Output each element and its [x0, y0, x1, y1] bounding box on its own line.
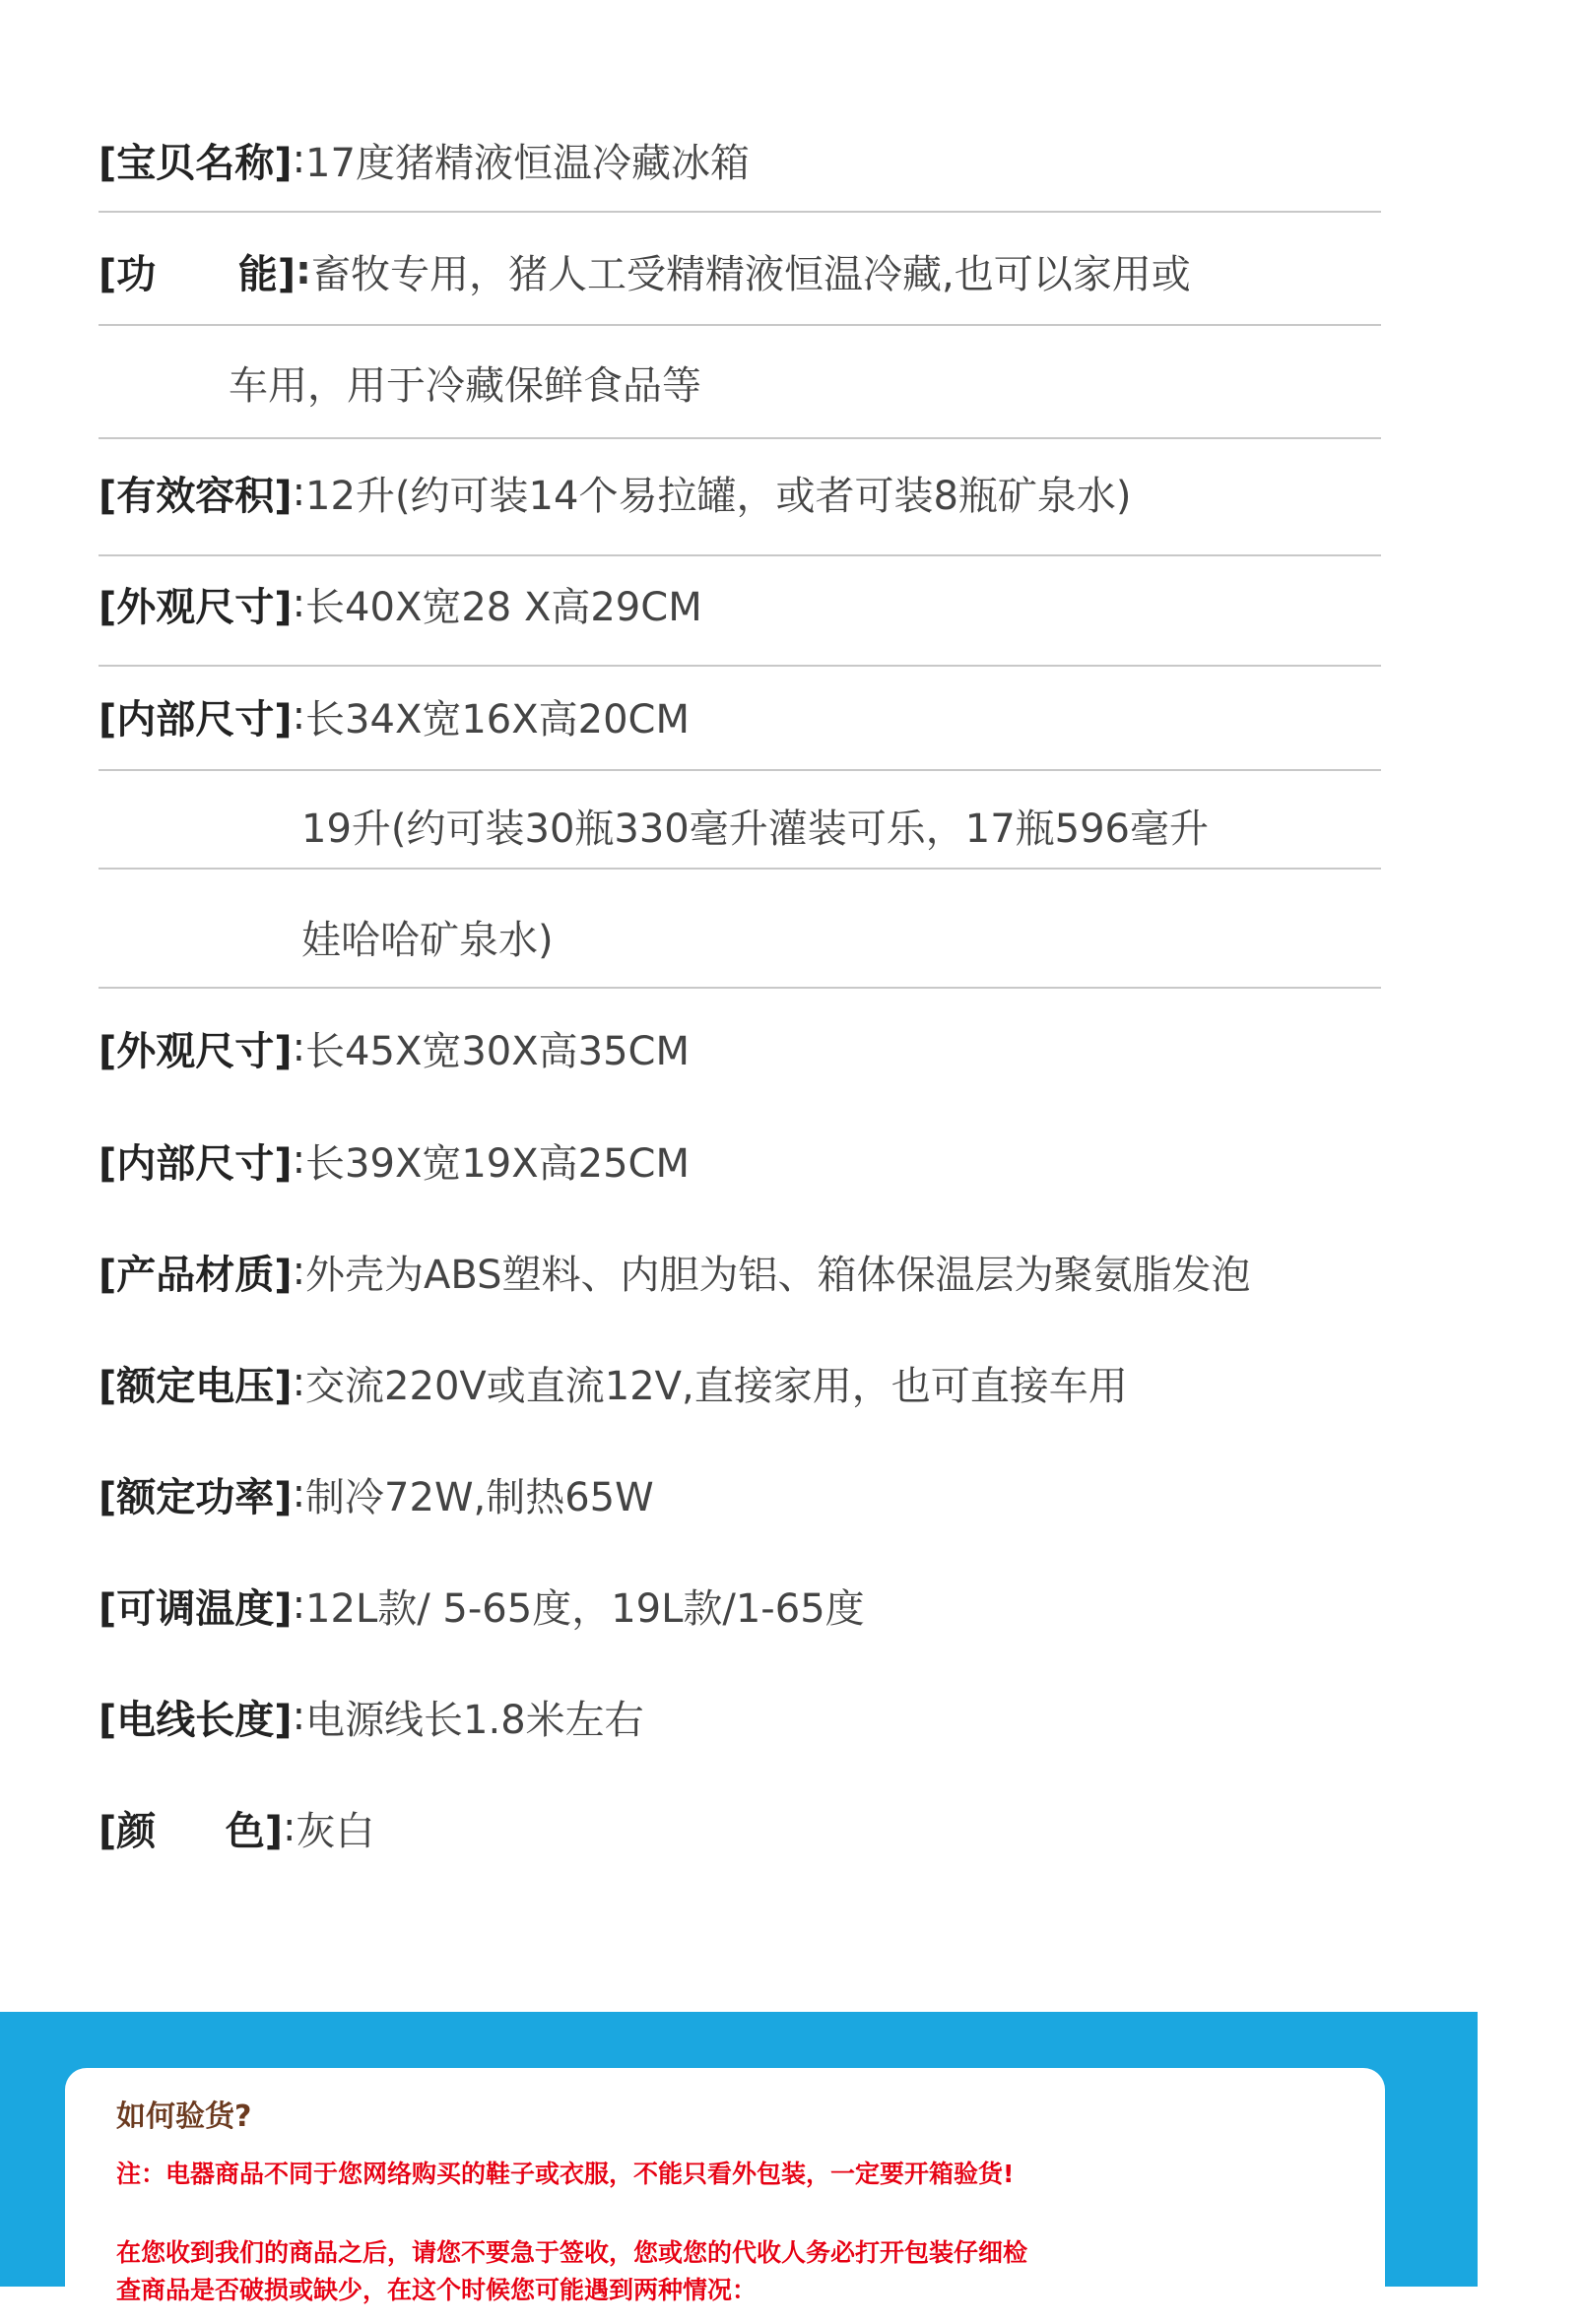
- spec-value: 交流220V或直流12V,直接家用，也可直接车用: [305, 1363, 1128, 1409]
- spec-label: [99, 243, 296, 299]
- spec-row-material: [99, 1242, 1379, 1301]
- spec-row-inner-size-2: [99, 1130, 1379, 1190]
- inspection-note: 注：电器商品不同于您网络购买的鞋子或衣服，不能只看外包装，一定要开箱验货!: [116, 2160, 1015, 2188]
- spec-label: [产品材质]: [99, 1252, 293, 1298]
- divider: [99, 769, 1381, 771]
- spec-label: [内部尺寸]: [99, 696, 293, 742]
- spec-label: [99, 1800, 283, 1856]
- spec-row-outer-size: [99, 574, 1379, 633]
- spec-separator: :: [292, 470, 306, 515]
- divider: [99, 554, 1381, 556]
- spec-value: 17度猪精液恒温冷藏冰箱: [305, 140, 750, 186]
- spec-label: [内部尺寸]: [99, 1140, 293, 1187]
- spec-separator: :: [292, 1249, 306, 1294]
- spec-row-function: [99, 241, 1379, 300]
- spec-label-part: 能]: [237, 251, 296, 297]
- spec-row-function-cont: [229, 353, 1509, 412]
- spec-separator: :: [283, 1805, 297, 1850]
- divider: [99, 437, 1381, 439]
- divider: [99, 665, 1381, 667]
- spec-separator: :: [292, 137, 306, 182]
- spec-value: 制冷72W,制热65W: [305, 1474, 654, 1520]
- spec-row-volume-19l: [301, 796, 1582, 855]
- spec-row-inner-size: [99, 686, 1379, 745]
- spec-value: 外壳为ABS塑料、内胆为铝、箱体保温层为聚氨脂发泡: [305, 1252, 1251, 1298]
- spec-separator: :: [292, 1694, 306, 1739]
- divider: [99, 211, 1381, 213]
- spec-row-cable: [99, 1687, 1379, 1746]
- spec-label: [外观尺寸]: [99, 584, 293, 630]
- divider: [99, 324, 1381, 326]
- spec-label: [额定电压]: [99, 1363, 293, 1409]
- spec-label: [额定功率]: [99, 1474, 293, 1520]
- spec-row-name: [99, 130, 1379, 189]
- spec-separator: :: [292, 1025, 306, 1070]
- spec-value: 长34X宽16X高20CM: [305, 696, 690, 742]
- spec-row-volume: [99, 463, 1379, 522]
- spec-value: 长39X宽19X高25CM: [305, 1140, 690, 1187]
- spec-separator: :: [292, 581, 306, 626]
- spec-value: 车用，用于冷藏保鲜食品等: [229, 362, 701, 409]
- spec-label-part: 色]: [225, 1808, 283, 1854]
- inspection-title: 如何验货?: [116, 2099, 252, 2134]
- spec-label: [宝贝名称]: [99, 140, 293, 186]
- spec-separator: :: [292, 1582, 306, 1628]
- divider: [99, 987, 1381, 989]
- spec-row-outer-size-2: [99, 1018, 1379, 1077]
- spec-label: [外观尺寸]: [99, 1028, 293, 1074]
- spec-row-color: [99, 1798, 1379, 1857]
- spec-label: [电线长度]: [99, 1697, 293, 1743]
- spec-label-part: [功: [99, 251, 157, 297]
- spec-separator: :: [292, 1471, 306, 1517]
- spec-separator: :: [296, 248, 311, 293]
- spec-row-temperature: [99, 1576, 1379, 1635]
- spec-label: [可调温度]: [99, 1585, 293, 1632]
- spec-value: 12升(约可装14个易拉罐，或者可装8瓶矿泉水): [305, 473, 1132, 519]
- spec-value: 娃哈哈矿泉水): [301, 917, 554, 963]
- inspection-paragraph-line: 查商品是否破损或缺少，在这个时候您可能遇到两种情况：: [116, 2276, 758, 2304]
- spec-value: 畜牧专用，猪人工受精精液恒温冷藏,也可以家用或: [311, 251, 1191, 297]
- spec-separator: :: [292, 1137, 306, 1183]
- inspection-paragraph-line: 在您收到我们的商品之后，请您不要急于签收，您或您的代收人务必打开包装仔细检: [116, 2238, 1028, 2267]
- spec-row-voltage: [99, 1353, 1379, 1412]
- spec-row-power: [99, 1464, 1379, 1523]
- spec-value: 灰白: [296, 1808, 375, 1854]
- spec-value: 长45X宽30X高35CM: [305, 1028, 690, 1074]
- spec-separator: :: [292, 693, 306, 739]
- spec-row-volume-19l-cont: [301, 907, 1582, 966]
- spec-value: 电源线长1.8米左右: [305, 1697, 644, 1743]
- spec-label-part: [颜: [99, 1808, 157, 1854]
- inspection-card: [65, 2068, 1385, 2324]
- spec-value: 长40X宽28 X高29CM: [305, 584, 702, 630]
- spec-label: [有效容积]: [99, 473, 293, 519]
- spec-value: 19升(约可装30瓶330毫升灌装可乐，17瓶596毫升: [301, 806, 1209, 852]
- spec-separator: :: [292, 1360, 306, 1405]
- spec-value: 12L款/ 5-65度，19L款/1-65度: [305, 1585, 865, 1632]
- divider: [99, 868, 1381, 870]
